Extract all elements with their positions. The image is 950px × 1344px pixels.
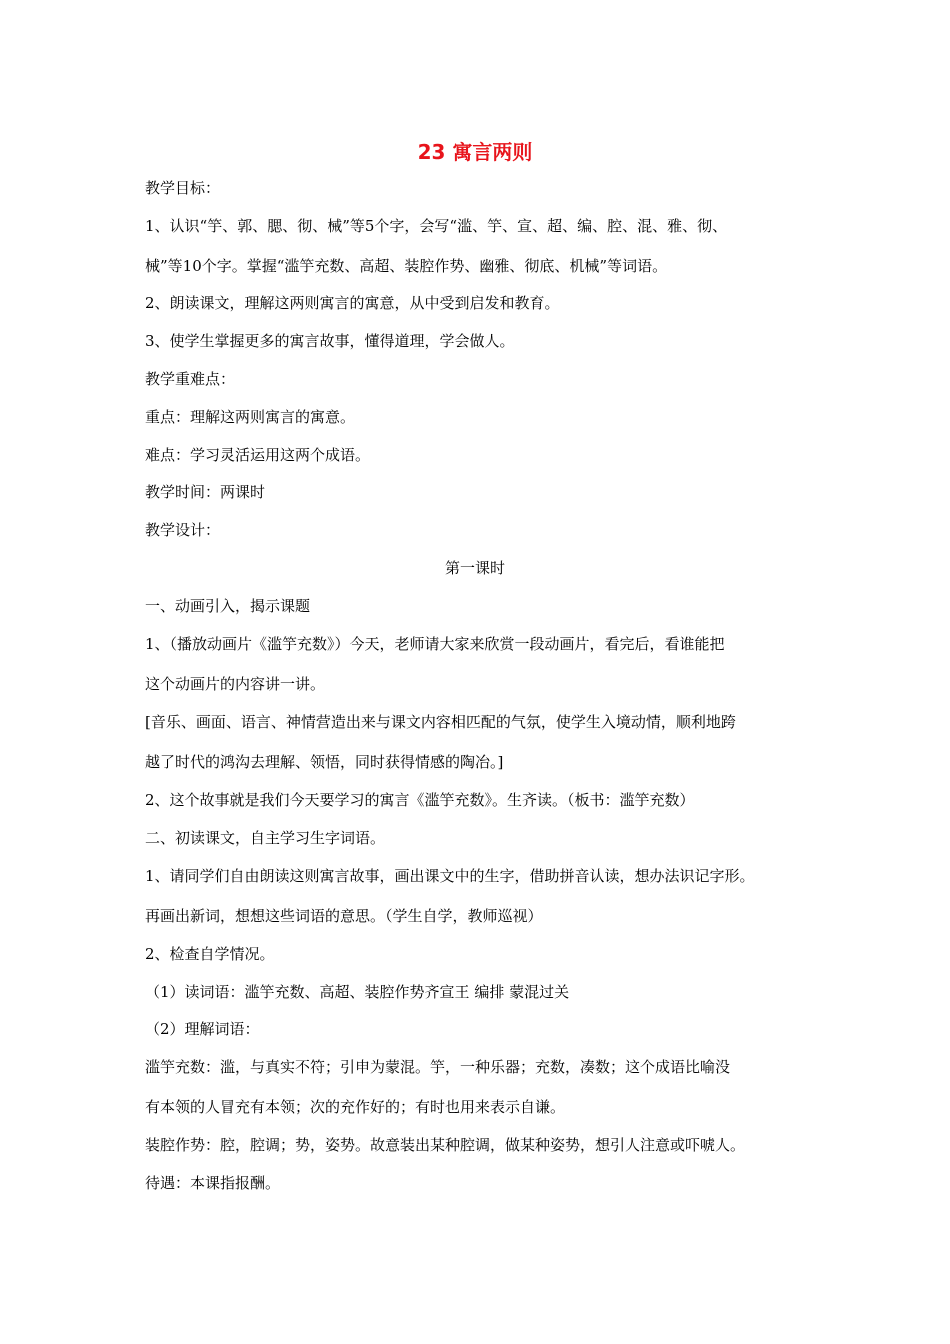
lesson-one-heading: 第一课时 — [444, 559, 505, 577]
design-note-line-2: 越了时代的鸿沟去理解、领悟，同时获得情感的陶冶。] — [145, 753, 504, 771]
section-two-item-1-line-1: 1、请同学们自由朗读这则寓言故事，画出课文中的生字，借助拼音认读，想办法识记字形。 — [145, 867, 755, 885]
design-note-line-1: [音乐、画面、语言、神情营造出来与课文内容相匹配的气氛，使学生入境动情，顺利地跨 — [145, 713, 736, 731]
definition-daiyu: 待遇：本课指报酬。 — [145, 1174, 281, 1192]
section-two-item-2: 2、检查自学情况。 — [145, 945, 275, 963]
section-two-item-1-line-2: 再画出新词，想想这些词语的意思。（学生自学，教师巡视） — [145, 907, 543, 925]
section-one-heading: 一、动画引入，揭示课题 — [145, 597, 311, 615]
goal-2: 2、朗读课文，理解这两则寓言的寓意，从中受到启发和教育。 — [145, 294, 560, 312]
section-one-item-1-line-1: 1、（播放动画片《滥竽充数》）今天，老师请大家来欣赏一段动画片，看完后，看谁能把 — [145, 635, 725, 653]
section-two-heading: 二、初读课文，自主学习生字词语。 — [145, 829, 386, 847]
goal-1-line-2: 械”等10个字。掌握“滥竽充数、高超、装腔作势、幽雅、彻底、机械”等词语。 — [145, 257, 668, 275]
definition-lanyu-line-1: 滥竽充数：滥，与真实不符；引申为蒙混。竽，一种乐器；充数，凑数；这个成语比喻没 — [145, 1058, 731, 1076]
difficult-point: 难点：学习灵活运用这两个成语。 — [145, 446, 371, 464]
definition-lanyu-line-2: 有本领的人冒充有本领；次的充作好的；有时也用来表示自谦。 — [145, 1098, 566, 1116]
goal-1-line-1: 1、认识“竽、郭、腮、彻、械”等5个字，会写“滥、竽、宣、超、编、腔、混、雅、彻、 — [145, 217, 728, 235]
section-one-item-2: 2、这个故事就是我们今天要学习的寓言《滥竽充数》。生齐读。（板书：滥竽充数） — [145, 791, 695, 809]
section-one-item-1-line-2: 这个动画片的内容讲一讲。 — [145, 675, 326, 693]
document-title: 23 寓言两则 — [417, 140, 533, 164]
understand-words-item: （2）理解词语： — [145, 1020, 260, 1038]
read-words-item: （1）读词语：滥竽充数、高超、装腔作势齐宣王 编排 蒙混过关 — [145, 983, 570, 1001]
goal-3: 3、使学生掌握更多的寓言故事，懂得道理，学会做人。 — [145, 332, 515, 350]
teaching-time: 教学时间：两课时 — [145, 483, 266, 501]
heading-key-points: 教学重难点： — [145, 370, 236, 388]
definition-zhuangqiang: 装腔作势：腔，腔调；势，姿势。故意装出某种腔调，做某种姿势，想引人注意或吓唬人。 — [145, 1136, 746, 1154]
heading-teaching-design: 教学设计： — [145, 521, 221, 539]
key-point: 重点：理解这两则寓言的寓意。 — [145, 408, 356, 426]
heading-teaching-goals: 教学目标： — [145, 179, 221, 197]
